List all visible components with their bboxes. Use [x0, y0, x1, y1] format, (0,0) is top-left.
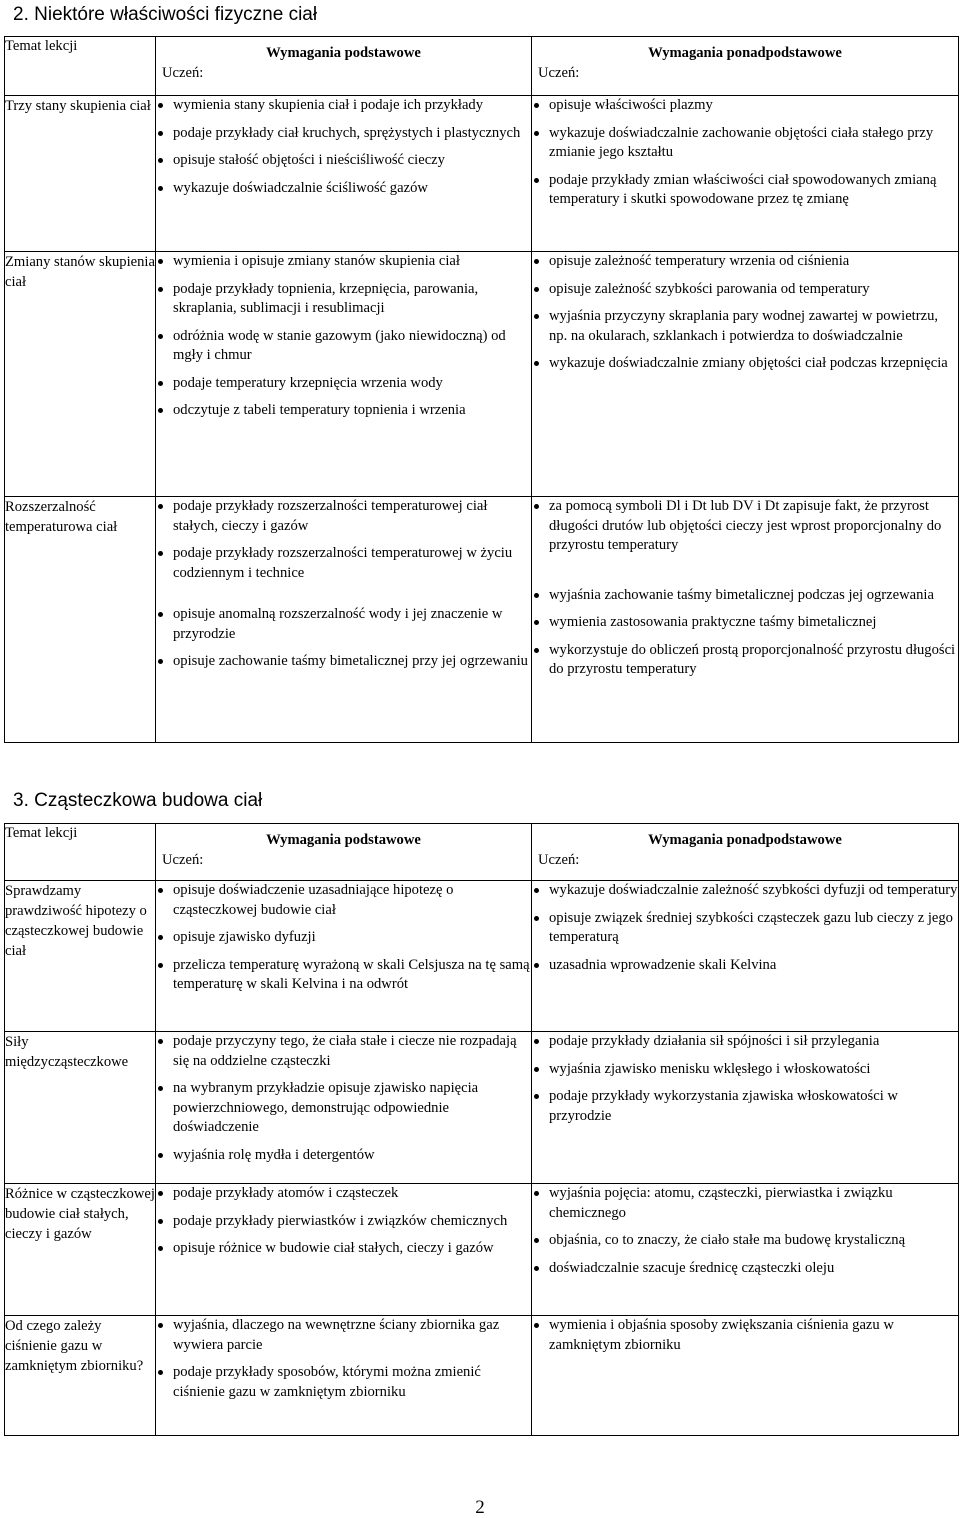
list-item: opisuje różnice w budowie ciał stałych, cieczy i gazów [156, 1239, 531, 1259]
list-item: podaje przykłady wykorzystania zjawiska włoskowatości w przyrodzie [532, 1087, 958, 1126]
topic-cell: Trzy stany skupienia ciał [5, 96, 156, 252]
table-row [5, 1184, 959, 1316]
list-item: opisuje zachowanie taśmy bimetalicznej przy jej ogrzewaniu [156, 652, 531, 672]
list-item: odróżnia wodę w stanie gazowym (jako niewidoczną) od mgły i chmur [156, 327, 531, 366]
list-item: wyjaśnia zachowanie taśmy bimetalicznej podczas jej ogrzewania [532, 586, 958, 606]
header-advanced [532, 37, 959, 96]
list-item: wymienia zastosowania praktyczne taśmy bimetalicznej [532, 613, 958, 633]
list-item: wyjaśnia rolę mydła i detergentów [156, 1146, 531, 1166]
list-item: podaje przykłady rozszerzalności temperaturowej w życiu codziennym i technice [156, 544, 531, 583]
advanced-requirements-cell [532, 1316, 959, 1436]
advanced-requirements-cell [532, 96, 959, 252]
requirements-table-section-2 [4, 36, 959, 743]
advanced-list [532, 497, 958, 556]
page-number: 2 [475, 1497, 485, 1518]
table-row [5, 252, 959, 497]
basic-requirements-cell [156, 881, 532, 1032]
list-item: opisuje stałość objętości i nieściśliwość cieczy [156, 151, 531, 171]
list-item: podaje przykłady sposobów, którymi można zmienić ciśnienie gazu w zamkniętym zbiorniku [156, 1363, 531, 1402]
advanced-requirements-cell [532, 497, 959, 743]
list-item: na wybranym przykładzie opisuje zjawisko napięcia powierzchniowego, demonstrując odpowiednie doświadczenie [156, 1079, 531, 1138]
header-advanced-label: Wymagania ponadpodstawowe [648, 45, 842, 61]
list-item: podaje przykłady działania sił spójności i sił przylegania [532, 1032, 958, 1052]
table-row [5, 1316, 959, 1436]
list-item: doświadczalnie szacuje średnicę cząsteczki oleju [532, 1259, 958, 1279]
topic-cell: Rozszerzalność temperaturowa ciał [5, 497, 156, 743]
advanced-requirements-cell [532, 1184, 959, 1316]
basic-list [156, 497, 531, 583]
advanced-list [532, 586, 958, 680]
advanced-list [532, 252, 958, 374]
list-item: podaje przyczyny tego, że ciała stałe i ciecze nie rozpadają się na oddzielne cząsteczki [156, 1032, 531, 1071]
header-basic-uczen: Uczeń: [162, 65, 204, 81]
list-item: opisuje anomalną rozszerzalność wody i jej znaczenie w przyrodzie [156, 605, 531, 644]
list-item: wykazuje doświadczalnie zachowanie objętości ciała stałego przy zmianie jego kształtu [532, 124, 958, 163]
list-item: podaje przykłady rozszerzalności temperaturowej ciał stałych, cieczy i gazów [156, 497, 531, 536]
list-item: za pomocą symboli Dl i Dt lub DV i Dt zapisuje fakt, że przyrost długości drutów lub objętości cieczy jest wprost proporcjonalny do przyrostu temperatury [532, 497, 958, 556]
basic-list [156, 1184, 531, 1259]
header-topic: Temat lekcji [5, 824, 156, 881]
topic-cell: Różnice w cząsteczkowej budowie ciał stałych, cieczy i gazów [5, 1184, 156, 1316]
list-item: wyjaśnia zjawisko menisku wklęsłego i włoskowatości [532, 1060, 958, 1080]
list-item: wykazuje doświadczalnie ściśliwość gazów [156, 179, 531, 199]
table-row [5, 497, 959, 743]
list-item: uzasadnia wprowadzenie skali Kelvina [532, 956, 958, 976]
table-header-row [5, 824, 959, 881]
header-topic: Temat lekcji [5, 37, 156, 96]
list-item: wyjaśnia przyczyny skraplania pary wodnej zawartej w powietrzu, np. na okularach, szklankach i potwierdza to doświadczalnie [532, 307, 958, 346]
list-item: wykazuje doświadczalnie zależność szybkości dyfuzji od temperatury [532, 881, 958, 901]
header-basic-label: Wymagania podstawowe [266, 832, 421, 848]
list-item: opisuje zależność temperatury wrzenia od ciśnienia [532, 252, 958, 272]
advanced-list [532, 881, 958, 975]
list-item: podaje przykłady zmian właściwości ciał spowodowanych zmianą temperatury i skutki spowodowane przez tę zmianę [532, 171, 958, 210]
list-item: wyjaśnia, dlaczego na wewnętrzne ściany zbiornika gaz wywiera parcie [156, 1316, 531, 1355]
advanced-list [532, 96, 958, 210]
basic-list [156, 1032, 531, 1165]
list-item: wykorzystuje do obliczeń prostą proporcjonalność przyrostu długości do przyrostu temperatury [532, 641, 958, 680]
basic-requirements-cell [156, 1032, 532, 1184]
list-item: opisuje zjawisko dyfuzji [156, 928, 531, 948]
list-item: opisuje doświadczenie uzasadniające hipotezę o cząsteczkowej budowie ciał [156, 881, 531, 920]
header-basic [156, 824, 532, 881]
advanced-requirements-cell [532, 881, 959, 1032]
advanced-list [532, 1316, 958, 1355]
list-item: podaje temperatury krzepnięcia wrzenia wody [156, 374, 531, 394]
advanced-requirements-cell [532, 252, 959, 497]
list-item: opisuje właściwości plazmy [532, 96, 958, 116]
basic-requirements-cell [156, 497, 532, 743]
table-row [5, 881, 959, 1032]
list-item: wyjaśnia pojęcia: atomu, cząsteczki, pierwiastka i związku chemicznego [532, 1184, 958, 1223]
advanced-list [532, 1184, 958, 1278]
basic-list [156, 881, 531, 995]
list-item: podaje przykłady topnienia, krzepnięcia, parowania, skraplania, sublimacji i resublimacji [156, 280, 531, 319]
table-header-row [5, 37, 959, 96]
advanced-requirements-cell [532, 1032, 959, 1184]
list-item: opisuje zależność szybkości parowania od temperatury [532, 280, 958, 300]
header-basic-uczen: Uczeń: [162, 852, 204, 868]
table-row [5, 1032, 959, 1184]
list-item: podaje przykłady atomów i cząsteczek [156, 1184, 531, 1204]
header-basic-label: Wymagania podstawowe [266, 45, 421, 61]
table-row [5, 96, 959, 252]
basic-requirements-cell [156, 252, 532, 497]
basic-requirements-cell [156, 96, 532, 252]
header-advanced-uczen: Uczeń: [538, 65, 580, 81]
header-advanced-uczen: Uczeń: [538, 852, 580, 868]
list-item: objaśnia, co to znaczy, że ciało stałe ma budowę krystaliczną [532, 1231, 958, 1251]
list-item: podaje przykłady ciał kruchych, sprężystych i plastycznych [156, 124, 531, 144]
list-item: wykazuje doświadczalnie zmiany objętości ciał podczas krzepnięcia [532, 354, 958, 374]
topic-cell: Zmiany stanów skupienia ciał [5, 252, 156, 497]
list-item: wymienia stany skupienia ciał i podaje ich przykłady [156, 96, 531, 116]
list-item: opisuje związek średniej szybkości cząsteczek gazu lub cieczy z jego temperaturą [532, 909, 958, 948]
section-2-title: 2. Niektóre właściwości fizyczne ciał [13, 4, 318, 25]
topic-cell: Od czego zależy ciśnienie gazu w zamkniętym zbiorniku? [5, 1316, 156, 1436]
basic-list [156, 1316, 531, 1402]
advanced-list [532, 1032, 958, 1126]
requirements-table-section-3 [4, 823, 959, 1436]
basic-requirements-cell [156, 1316, 532, 1436]
header-advanced [532, 824, 959, 881]
list-item: podaje przykłady pierwiastków i związków chemicznych [156, 1212, 531, 1232]
header-basic [156, 37, 532, 96]
topic-cell: Sprawdzamy prawdziwość hipotezy o cząsteczkowej budowie ciał [5, 881, 156, 1032]
basic-requirements-cell [156, 1184, 532, 1316]
basic-list [156, 605, 531, 672]
topic-cell: Siły międzycząsteczkowe [5, 1032, 156, 1184]
header-advanced-label: Wymagania ponadpodstawowe [648, 832, 842, 848]
basic-list [156, 252, 531, 421]
basic-list [156, 96, 531, 198]
list-item: wymienia i objaśnia sposoby zwiększania ciśnienia gazu w zamkniętym zbiorniku [532, 1316, 958, 1355]
list-item: odczytuje z tabeli temperatury topnienia i wrzenia [156, 401, 531, 421]
list-item: wymienia i opisuje zmiany stanów skupienia ciał [156, 252, 531, 272]
section-3-title: 3. Cząsteczkowa budowa ciał [13, 790, 263, 811]
list-item: przelicza temperaturę wyrażoną w skali Celsjusza na tę samą temperaturę w skali Kelvina i na odwrót [156, 956, 531, 995]
